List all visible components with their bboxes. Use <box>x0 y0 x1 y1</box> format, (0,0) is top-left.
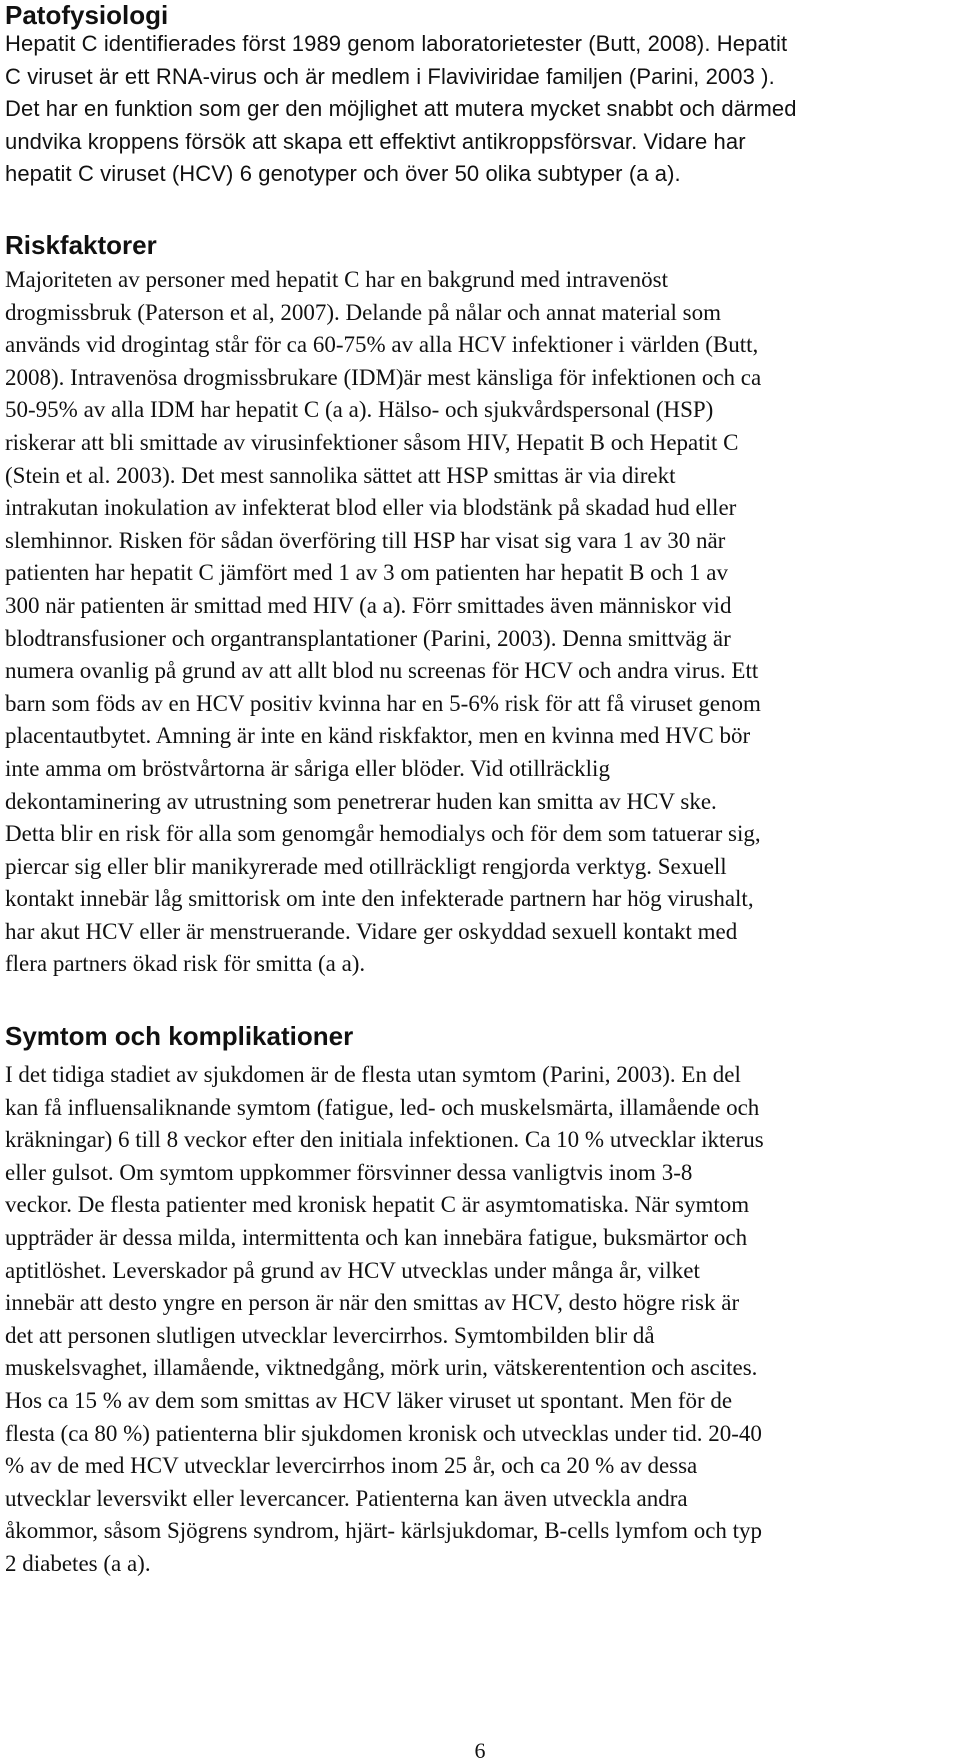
text-line: aptitlöshet. Leverskador på grund av HCV utvecklas under många år, vilket <box>5 1257 700 1283</box>
text-line: hepatit C viruset (HCV) 6 genotyper och över 50 olika subtyper (a a). <box>5 161 681 187</box>
text-line: Hos ca 15 % av dem som smittas av HCV läker viruset ut spontant. Men för de <box>5 1387 733 1413</box>
text-line: Det har en funktion som ger den möjlighet att mutera mycket snabbt och därmed <box>5 96 797 122</box>
page-number: 6 <box>474 1738 486 1763</box>
text-line: % av de med HCV utvecklar levercirrhos inom 25 år, och ca 20 % av dessa <box>5 1453 698 1479</box>
text-line: C viruset är ett RNA-virus och är medlem i Flaviviridae familjen (Parini, 2003 ). <box>5 63 775 89</box>
text-line: drogmissbruk (Paterson et al, 2007). Delande på nålar och annat material som <box>5 299 721 325</box>
text-line: barn som föds av en HCV positiv kvinna har en 5-6% risk för att få viruset genom <box>5 690 761 716</box>
text-line: åkommor, såsom Sjögrens syndrom, hjärt- kärlsjukdomar, B-cells lymfom och typ <box>5 1518 763 1544</box>
text-line: flera partners ökad risk för smitta (a a). <box>5 951 366 977</box>
text-line: I det tidiga stadiet av sjukdomen är de flesta utan symtom (Parini, 2003). En del <box>5 1062 741 1087</box>
text-line: det att personen slutligen utvecklar levercirrhos. Symtombilden blir då <box>5 1322 655 1348</box>
text-line: innebär att desto yngre en person är när den smittas av HCV, desto högre risk är <box>5 1290 740 1316</box>
text-line: placentautbytet. Amning är inte en känd riskfaktor, men en kvinna med HVC bör <box>5 723 751 749</box>
text-line: intrakutan inokulation av infekterat blod eller via blodstänk på skadad hud eller <box>5 495 737 521</box>
section-heading-symtom: Symtom och komplikationer <box>5 1021 354 1051</box>
text-line: Detta blir en risk för alla som genomgår hemodialys och för dem som tatuerar sig, <box>5 821 761 847</box>
text-line: kontakt innebär låg smittorisk om inte den infekterade partnern har hög virushalt, <box>5 886 754 912</box>
text-line: slemhinnor. Risken för sådan överföring till HSP har visat sig vara 1 av 30 när <box>5 527 726 553</box>
section-body-patofysiologi <box>5 28 797 191</box>
text-line: dekontaminering av utrustning som penetrerar huden kan smitta av HCV ske. <box>5 788 717 814</box>
text-line: inte amma om bröstvårtorna är såriga eller blöder. Vid otillräcklig <box>5 755 610 781</box>
text-line: riskerar att bli smittade av virusinfektioner såsom HIV, Hepatit B och Hepatit C <box>5 429 739 455</box>
text-line: har akut HCV eller är menstruerande. Vidare ger oskyddad sexuell kontakt med <box>5 918 738 944</box>
text-line: 2 diabetes (a a). <box>5 1550 151 1576</box>
text-line: (Stein et al. 2003). Det mest sannolika sättet att HSP smittas är via direkt <box>5 462 676 488</box>
text-line: flesta (ca 80 %) patienterna blir sjukdomen kronisk och utvecklas under tid. 20-40 <box>5 1420 762 1446</box>
text-line: Hepatit C identifierades först 1989 genom laboratorietester (Butt, 2008). Hepatit <box>5 31 788 56</box>
text-line: undvika kroppens försök att skapa ett effektivt antikroppsförsvar. Vidare har <box>5 128 746 154</box>
text-line: muskelsvaghet, illamående, viktnedgång, mörk urin, vätskerentention och ascites. <box>5 1355 758 1381</box>
text-line: patienten har hepatit C jämfört med 1 av 3 om patienten har hepatit B och 1 av <box>5 560 728 586</box>
text-line: 50-95% av alla IDM har hepatit C (a a). Hälso- och sjukvårdspersonal (HSP) <box>5 397 714 423</box>
text-line: används vid drogintag står för ca 60-75% av alla HCV infektioner i världen (Butt, <box>5 332 759 358</box>
section-heading-riskfaktorer: Riskfaktorer <box>5 230 157 260</box>
text-line: 300 när patienten är smittad med HIV (a a). Förr smittades även människor vid <box>5 592 732 618</box>
text-line: veckor. De flesta patienter med kronisk hepatit C är asymtomatiska. När symtom <box>5 1192 750 1218</box>
text-line: blodtransfusioner och organtransplantationer (Parini, 2003). Denna smittväg är <box>5 625 731 651</box>
text-line: numera ovanlig på grund av att allt blod nu screenas för HCV och andra virus. Ett <box>5 658 759 684</box>
section-heading-patofysiologi: Patofysiologi <box>5 0 169 30</box>
section-body-symtom <box>5 1059 764 1581</box>
text-line: eller gulsot. Om symtom uppkommer försvinner dessa vanligtvis inom 3-8 <box>5 1159 693 1185</box>
text-line: utvecklar leversvikt eller levercancer. Patienterna kan även utveckla andra <box>5 1485 688 1511</box>
text-line: 2008). Intravenösa drogmissbrukare (IDM)är mest känsliga för infektionen och ca <box>5 364 762 390</box>
text-line: piercar sig eller blir manikyrerade med otillräckligt rengjorda verktyg. Sexuell <box>5 853 727 879</box>
text-line: Majoriteten av personer med hepatit C har en bakgrund med intravenöst <box>5 267 668 292</box>
text-line: uppträder är dessa milda, intermittenta och kan innebära fatigue, buksmärtor och <box>5 1224 748 1250</box>
text-line: kräkningar) 6 till 8 veckor efter den initiala infektionen. Ca 10 % utvecklar ikterus <box>5 1127 764 1153</box>
section-body-riskfaktorer <box>5 232 761 981</box>
text-line: kan få influensaliknande symtom (fatigue, led- och muskelsmärta, illamående och <box>5 1094 760 1120</box>
